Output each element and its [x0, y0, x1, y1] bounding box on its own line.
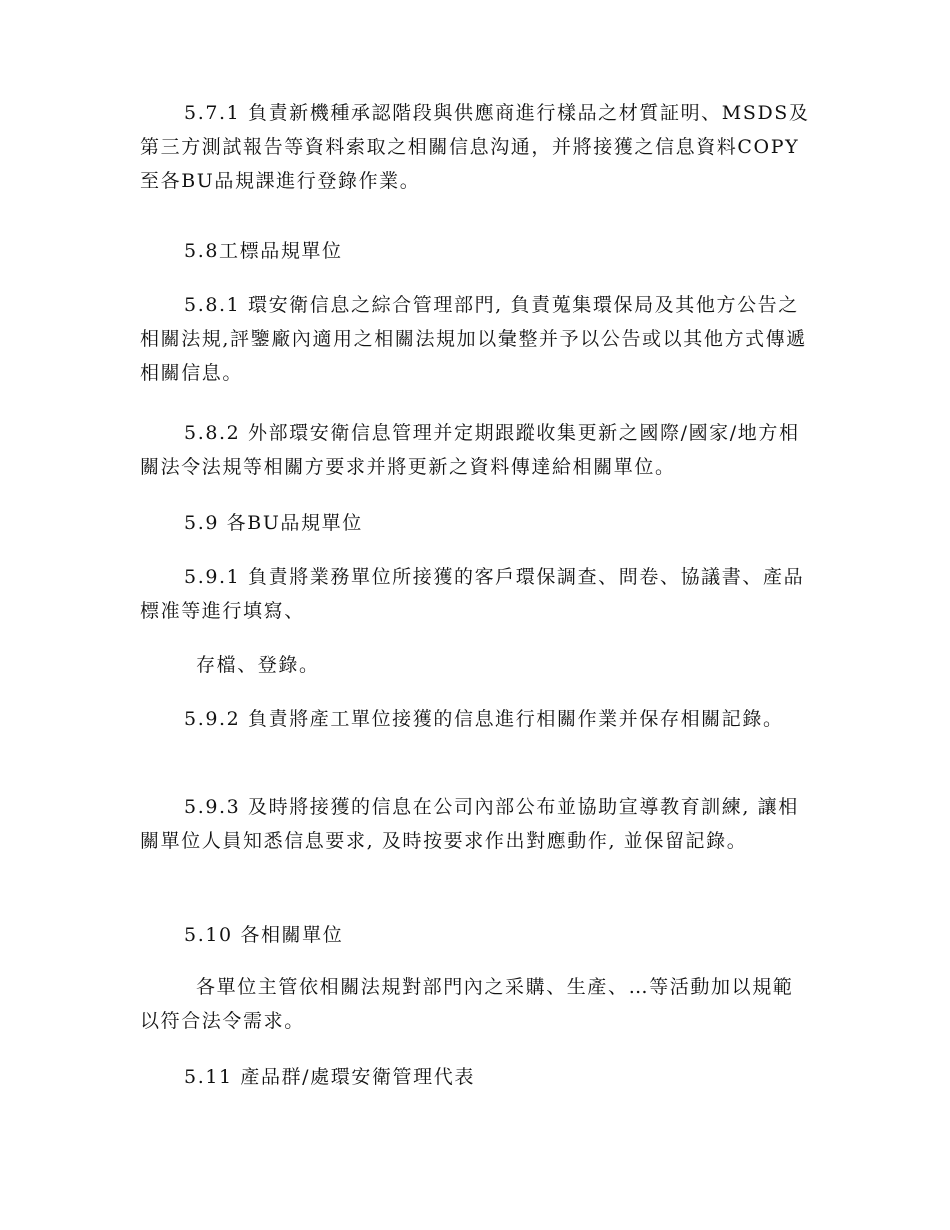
paragraph-5-10: 各單位主管依相關法規對部門內之采購、生產、…等活動加以規範以符合法令需求。 — [140, 976, 794, 1032]
paragraph-5-8-1: 5.8.1 環安衛信息之綜合管理部門, 負責蒐集環保局及其他方公告之相關法規,評鑒廠內適用之相關法規加以彙整并予以公告或以其他方式傳遞相關信息。 — [140, 294, 807, 384]
heading-5-10: 5.10 各相關單位 — [184, 924, 344, 946]
paragraph-5-9-1-cont: 存檔、登錄。 — [196, 654, 320, 676]
heading-5-11: 5.11 產品群/處環安衛管理代表 — [184, 1066, 475, 1088]
paragraph-5-8-2: 5.8.2 外部環安衛信息管理并定期跟蹤收集更新之國際/國家/地方相關法令法規等相關方要求并將更新之資料傳達給相關單位。 — [140, 422, 800, 478]
paragraph-5-9-2: 5.9.2 負責將產工單位接獲的信息進行相關作業并保存相關記錄。 — [184, 708, 784, 730]
paragraph-5-9-3: 5.9.3 及時將接獲的信息在公司內部公布並協助宣導教育訓練, 讓相關單位人員知悉信息要求, 及時按要求作出對應動作, 並保留記錄。 — [140, 796, 799, 852]
heading-5-8: 5.8工標品規單位 — [184, 240, 343, 262]
paragraph-5-9-1: 5.9.1 負責將業務單位所接獲的客戶環保調查、問卷、協議書、產品標准等進行填寫、 — [140, 566, 805, 622]
heading-5-9: 5.9 各BU品規單位 — [184, 512, 363, 534]
paragraph-5-7-1: 5.7.1 負責新機種承認階段與供應商進行樣品之材質証明、MSDS及第三方測試報告等資料索取之相關信息沟通，并將接獲之信息資料COPY至各BU品規課進行登錄作業。 — [140, 102, 810, 192]
